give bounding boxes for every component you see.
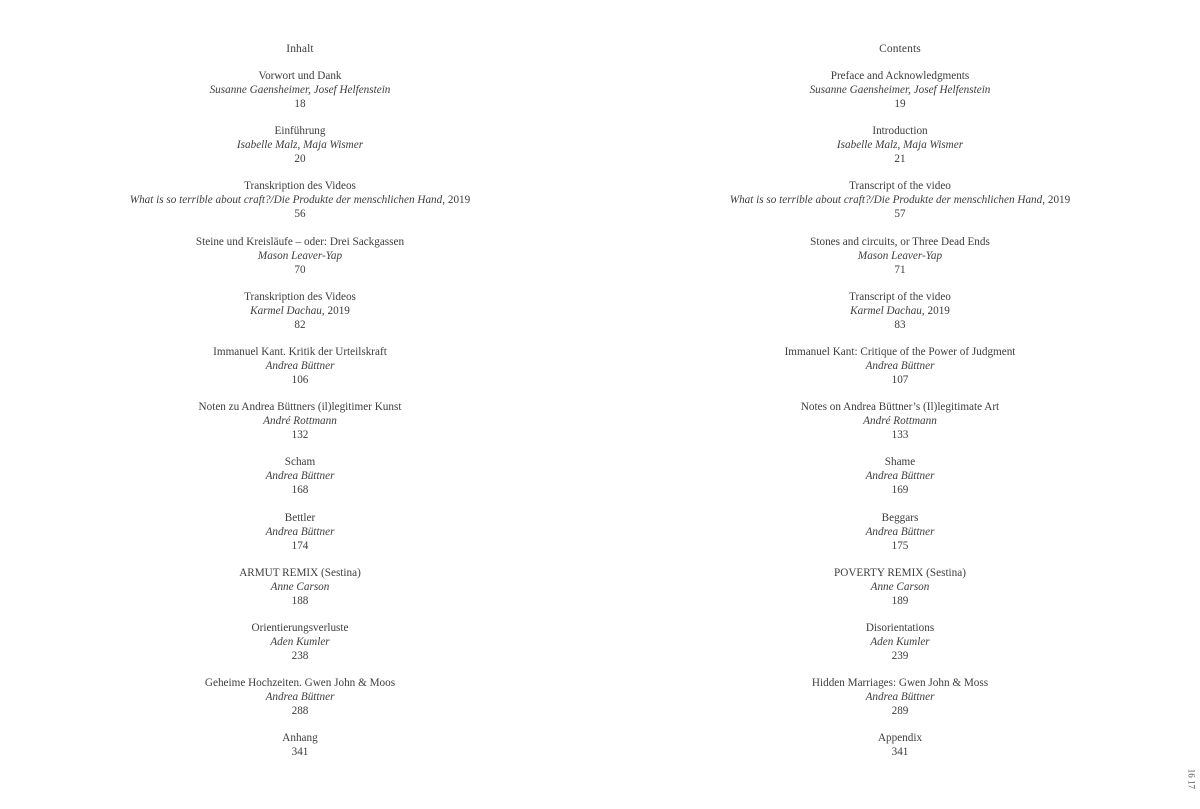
entry-page-number: 175 — [891, 539, 909, 552]
toc-entry — [600, 731, 1200, 759]
entry-page-number: 133 — [891, 429, 909, 442]
entry-page-number: 289 — [891, 705, 909, 718]
entry-title: Noten zu Andrea Büttners (il)legitimer Kunst — [198, 401, 402, 414]
toc-entry — [0, 621, 600, 663]
entry-author — [0, 304, 600, 318]
entry-title: Stones and circuits, or Three Dead Ends — [810, 235, 990, 248]
entry-page-number: 18 — [294, 98, 306, 110]
entry-author — [600, 138, 1200, 152]
toc-entry — [0, 400, 600, 442]
entry-title: Immanuel Kant: Critique of the Power of Judgment — [784, 345, 1016, 358]
entry-page-number: 82 — [294, 318, 306, 331]
entry-author-text: Andrea Büttner — [265, 691, 335, 704]
entry-author — [600, 304, 1200, 318]
entry-author — [0, 138, 600, 152]
entry-year: , 2019 — [442, 194, 471, 207]
entry-author-text: Karmel Dachau — [250, 304, 322, 317]
toc-entry — [600, 235, 1200, 277]
entry-page-number: 106 — [291, 373, 309, 386]
entry-author — [600, 635, 1200, 649]
entry-page-number: 20 — [294, 153, 306, 166]
entry-author — [0, 359, 600, 373]
entry-author — [0, 414, 600, 428]
toc-entry — [0, 290, 600, 332]
toc-entry — [600, 124, 1200, 166]
entry-title: Appendix — [877, 732, 923, 745]
entry-author — [0, 635, 600, 649]
entry-author-text: Andrea Büttner — [865, 470, 935, 483]
entry-page-number: 188 — [291, 594, 309, 607]
entry-page-number: 70 — [294, 263, 306, 276]
entry-year: , 2019 — [921, 304, 950, 317]
entry-title: Hidden Marriages: Gwen John & Moss — [811, 677, 989, 690]
toc-entry — [0, 511, 600, 553]
entry-page-number: 71 — [894, 263, 906, 276]
toc-entry — [0, 235, 600, 277]
toc-entry — [600, 511, 1200, 553]
entry-author-text: Andrea Büttner — [265, 359, 335, 372]
toc-entry — [0, 731, 600, 759]
entry-title: Einführung — [274, 125, 326, 138]
entry-title: Vorwort und Dank — [258, 70, 342, 82]
toc-entry — [600, 290, 1200, 332]
entry-page-number: 189 — [891, 594, 909, 607]
entry-page-number: 169 — [891, 484, 909, 497]
entry-author-text: What is so terrible about craft?/Die Produkte der menschlichen Hand — [129, 194, 443, 207]
entry-author-text: Susanne Gaensheimer, Josef Helfenstein — [809, 84, 991, 96]
toc-german — [0, 42, 600, 772]
entry-author-text: André Rottmann — [863, 415, 937, 428]
toc-entry — [600, 69, 1200, 111]
entry-author — [600, 690, 1200, 704]
toc-entry — [600, 621, 1200, 663]
entry-author-text: Anne Carson — [870, 580, 930, 593]
entry-author — [0, 193, 600, 207]
entry-title: Geheime Hochzeiten. Gwen John & Moos — [204, 677, 396, 690]
entry-author-text: Andrea Büttner — [265, 470, 335, 483]
entry-year: , 2019 — [321, 304, 350, 317]
entry-author-text: Isabelle Malz, Maja Wismer — [236, 139, 364, 152]
entry-title: Notes on Andrea Büttner’s (Il)legitimate Art — [800, 401, 1000, 414]
entry-page-number: 174 — [291, 539, 309, 552]
entry-author-text: André Rottmann — [263, 415, 337, 428]
entry-page-number: 19 — [894, 98, 906, 110]
entry-author-text: Mason Leaver-Yap — [257, 249, 343, 262]
entry-title: Disorientations — [865, 621, 935, 634]
entry-title: Introduction — [872, 125, 928, 138]
entry-author — [0, 580, 600, 594]
entry-author-text: What is so terrible about craft?/Die Produkte der menschlichen Hand — [729, 194, 1043, 207]
entry-author — [0, 249, 600, 263]
entry-page-number: 56 — [294, 208, 306, 221]
entry-title: Transcript of the video — [849, 290, 951, 303]
entry-author — [600, 359, 1200, 373]
entry-author — [600, 83, 1200, 97]
entry-author-text: Mason Leaver-Yap — [857, 249, 943, 262]
entry-author-text: Andrea Büttner — [865, 525, 935, 538]
entry-author — [600, 193, 1200, 207]
toc-heading-german: Inhalt — [286, 43, 314, 55]
entry-author-text: Aden Kumler — [870, 635, 930, 648]
entry-title: ARMUT REMIX (Sestina) — [239, 566, 361, 579]
entry-title: Shame — [884, 456, 916, 469]
entry-author — [600, 469, 1200, 483]
entry-page-number: 83 — [894, 318, 906, 331]
entry-author — [0, 690, 600, 704]
entry-author — [0, 525, 600, 539]
toc-entry — [600, 400, 1200, 442]
entry-author-text: Andrea Büttner — [865, 359, 935, 372]
toc-entry — [600, 676, 1200, 718]
entry-page-number: 132 — [291, 429, 309, 442]
entry-author-text: Andrea Büttner — [865, 691, 935, 704]
entry-page-number: 168 — [291, 484, 309, 497]
entry-author — [0, 83, 600, 97]
toc-entry — [0, 124, 600, 166]
entry-author-text: Susanne Gaensheimer, Josef Helfenstein — [209, 84, 391, 96]
entry-page-number: 341 — [291, 746, 309, 759]
toc-entry — [0, 345, 600, 387]
toc-entry — [600, 455, 1200, 497]
toc-entry — [0, 566, 600, 608]
entry-author-text: Isabelle Malz, Maja Wismer — [836, 139, 964, 152]
entry-author — [600, 414, 1200, 428]
toc-entry — [0, 179, 600, 221]
toc-entry — [0, 455, 600, 497]
entry-page-number: 239 — [891, 649, 909, 662]
toc-entry — [0, 69, 600, 111]
entry-page-number: 341 — [891, 746, 909, 759]
toc-entries-german — [0, 69, 600, 759]
entry-author — [0, 469, 600, 483]
entry-title: Scham — [284, 456, 316, 469]
entry-year: , 2019 — [1042, 194, 1071, 207]
entry-author — [600, 525, 1200, 539]
entry-title: POVERTY REMIX (Sestina) — [834, 566, 966, 579]
toc-entries-english — [600, 69, 1200, 759]
toc-entry — [600, 179, 1200, 221]
entry-author-text: Karmel Dachau — [850, 304, 922, 317]
entry-title: Orientierungsverluste — [251, 621, 349, 634]
toc-entry — [600, 345, 1200, 387]
entry-title: Bettler — [284, 511, 316, 524]
entry-title: Steine und Kreisläufe – oder: Drei Sackgassen — [195, 235, 405, 248]
toc-entry — [0, 676, 600, 718]
entry-title: Beggars — [881, 511, 919, 524]
entry-page-number: 238 — [291, 649, 309, 662]
toc-heading-english: Contents — [879, 43, 921, 55]
entry-page-number: 288 — [291, 705, 309, 718]
entry-title: Transcript of the video — [849, 180, 951, 193]
entry-author-text: Andrea Büttner — [265, 525, 335, 538]
toc-english — [600, 42, 1200, 772]
entry-author-text: Aden Kumler — [270, 635, 330, 648]
entry-page-number: 107 — [891, 373, 909, 386]
entry-title: Transkription des Videos — [244, 290, 356, 303]
page-numbers: 16 17 — [1186, 768, 1196, 789]
entry-page-number: 57 — [894, 208, 906, 221]
entry-title: Transkription des Videos — [244, 180, 356, 193]
entry-title: Anhang — [282, 732, 318, 745]
entry-title: Immanuel Kant. Kritik der Urteilskraft — [213, 345, 387, 358]
entry-author — [600, 249, 1200, 263]
entry-page-number: 21 — [894, 153, 906, 166]
entry-author — [600, 580, 1200, 594]
entry-author-text: Anne Carson — [270, 580, 330, 593]
toc-entry — [600, 566, 1200, 608]
entry-title: Preface and Acknowledgments — [830, 70, 970, 82]
